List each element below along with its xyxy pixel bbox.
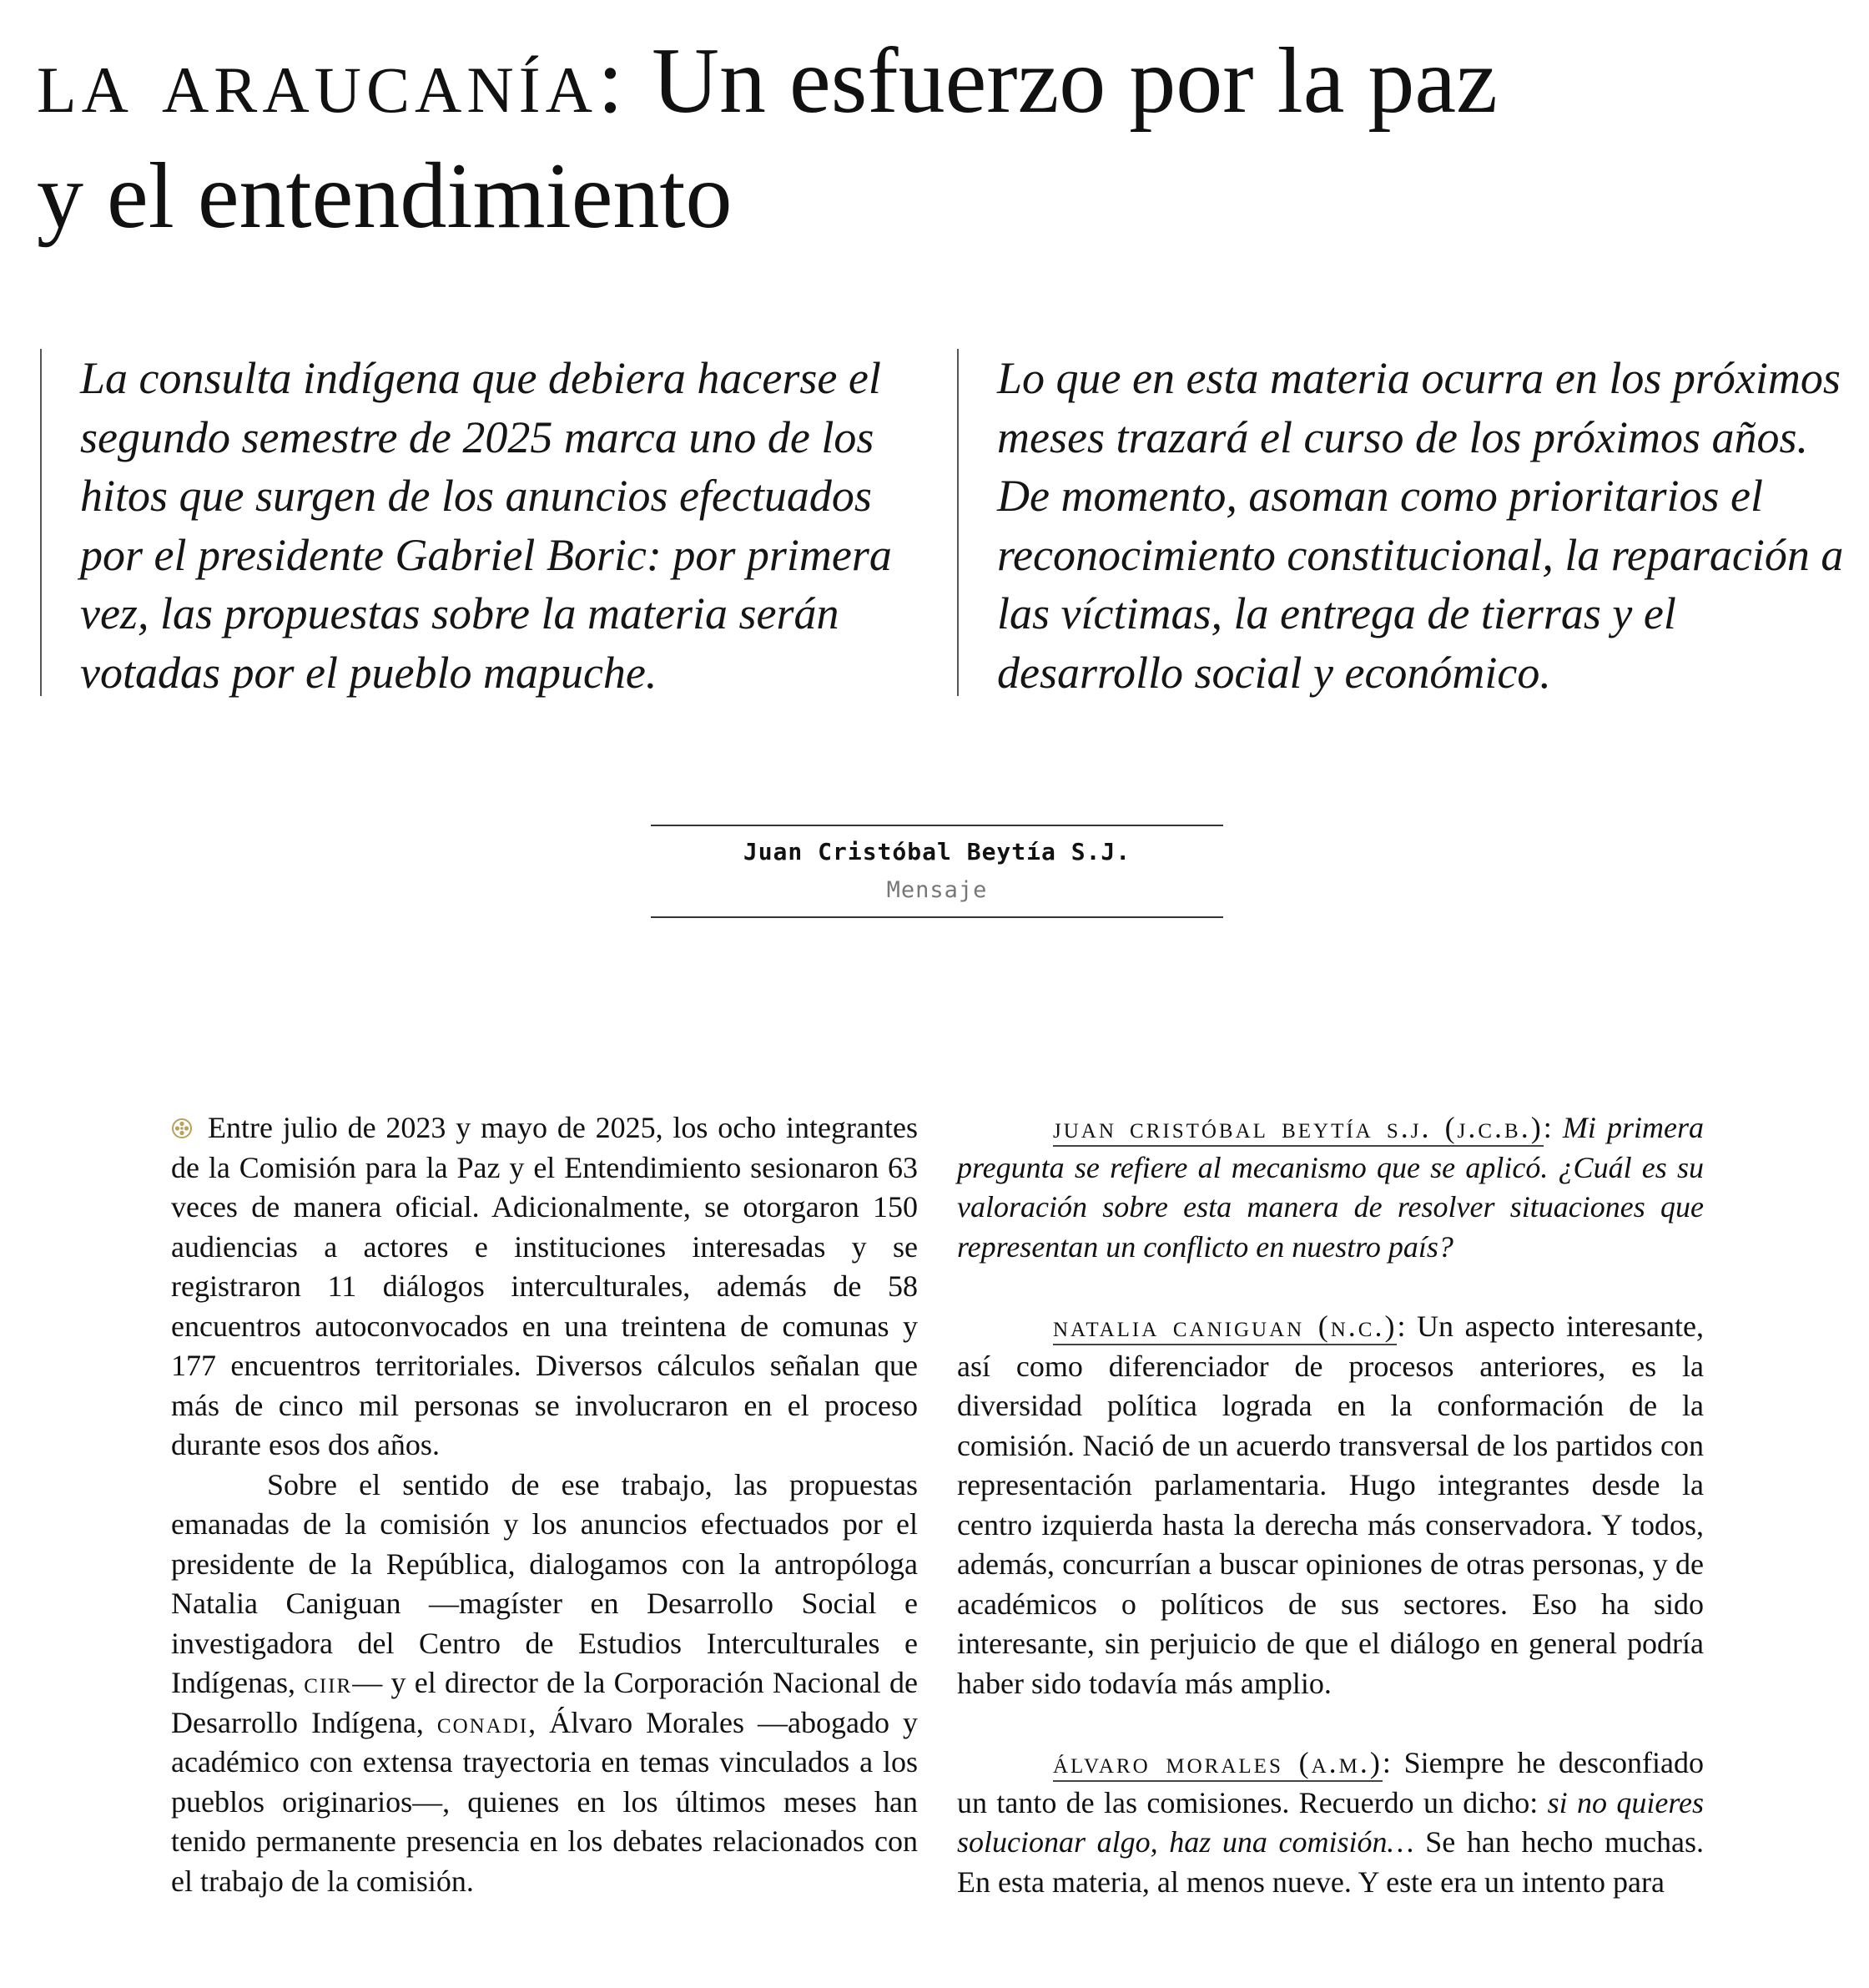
byline-author: Juan Cristóbal Beytía S.J.: [743, 838, 1131, 865]
interview-question-1: juan cristóbal beytía s.j. (j.c.b.): Mi primera pregunta se refiere al mecanismo que se aplicó. ¿Cuál es su valoración sobre esta manera de resolver situaciones que representan un conflicto en nuestro país?: [957, 1111, 1704, 1264]
body-column-left: [171, 1108, 918, 1901]
question-1-text: Mi primera pregunta se refiere al mecanismo que se aplicó. ¿Cuál es su valoración sobre esta manera de resolver situaciones que representan un conflicto en nuestro país?: [957, 1111, 1704, 1264]
article-headline: [37, 23, 1822, 254]
body-paragraph-2: [171, 1466, 918, 1902]
body-paragraph-2-text-a: Sobre el sentido de ese trabajo, las propuestas emanadas de la comisión y los anuncios efectuados por el presidente de la República, dialogamos con la antropóloga Natalia Caniguan —magíster en Desarrollo Social e investigadora del Centro de Estudios Interculturales e Indígenas,: [171, 1467, 918, 1699]
lead-left-text: La consulta indígena que debiera hacerse el segundo semestre de 2025 marca uno de los hitos que surgen de los anuncios efectuados por el presidente Gabriel Boric: por primera vez, las propuestas sobre la materia serán votadas por el pueblo mapuche.: [80, 353, 892, 698]
headline-title-line1: Un esfuerzo por la paz: [628, 29, 1498, 133]
headline-kicker: la araucanía:: [37, 29, 629, 133]
interview-answer-am: álvaro morales (a.m.): Siempre he desconfiado un tanto de las comisiones. Recuerdo un dicho: si no quieres solucionar algo, haz una comisión… Se han hecho muchas. En esta materia, al menos nueve. Y este era un intento para: [957, 1746, 1705, 1899]
speaker-nc: natalia caniguan (n.c.): [1053, 1309, 1397, 1345]
headline-title-line2: y el entendimiento: [37, 144, 733, 248]
body-paragraph-1: [171, 1108, 918, 1466]
speaker-jcb: juan cristóbal beytía s.j. (j.c.b.): [1053, 1111, 1544, 1147]
answer-nc-text: Un aspecto interesante, así como diferenciador de procesos anteriores, es la diversidad política lograda en la conformación de la comisión. Nació de un acuerdo transversal de los partidos con representación parlamentaria. Hugo integrantes desde la centro izquierda hasta la derecha más conservadora. Y todos, además, concurrían a buscar opiniones de otras personas, y de académicos o políticos de sus sectores. Eso ha sido interesante, sin perjuicio de que el diálogo en general podría haber sido todavía más amplio.: [957, 1309, 1704, 1700]
acronym-conadi: conadi: [436, 1705, 529, 1739]
byline-box: [651, 825, 1223, 918]
body-paragraph-2-text-b: — y el director de la Corporación Nacional de Desarrollo Indígena,: [171, 1666, 918, 1739]
answer-am-text-b: Se han hecho muchas. En esta materia, al menos nueve. Y este era un intento para: [957, 1825, 1705, 1899]
byline-section: Mensaje: [886, 877, 988, 903]
body-paragraph-1-text: Entre julio de 2023 y mayo de 2025, los ocho integrantes de la Comisión para la Paz y el Entendimiento sesionaron 63 veces de manera oficial. Adicionalmente, se otorgaron 150 audiencias a actores e instituciones interesadas y se registraron 11 diálogos interculturales, además de 58 encuentros autoconvocados en una treintena de comunas y 177 encuentros territoriales. Diversos cálculos señalan que más de cinco mil personas se involucraron en el proceso durante esos dos años.: [171, 1111, 918, 1461]
body-paragraph-2-text-c: , Álvaro Morales —abogado y académico con extensa trayectoria en temas vinculados a los pueblos originarios—, quienes en los últimos meses han tenido permanente presencia en los debates relacionados con el trabajo de la comisión.: [171, 1705, 918, 1898]
answer-am-quote: si no quieres solucionar algo, haz una comisión…: [957, 1785, 1704, 1859]
interview-answer-nc: natalia caniguan (n.c.): Un aspecto interesante, así como diferenciador de procesos anteriores, es la diversidad política lograda en la conformación de la comisión. Nació de un acuerdo transversal de los partidos con representación parlamentaria. Hugo integrantes desde la centro izquierda hasta la derecha más conservadora. Y todos, además, concurrían a buscar opiniones de otras personas, y de académicos o políticos de sus sectores. Eso ha sido interesante, sin perjuicio de que el diálogo en general podría haber sido todavía más amplio.: [957, 1309, 1704, 1700]
answer-am-text-a: Siempre he desconfiado un tanto de las comisiones. Recuerdo un dicho:: [957, 1746, 1704, 1819]
lead-right: [957, 349, 1869, 696]
speaker-am: álvaro morales (a.m.): [1053, 1746, 1383, 1782]
flower-icon: [171, 1110, 193, 1132]
body-column-right: [957, 1108, 1704, 1902]
lead-left: [40, 349, 908, 696]
acronym-ciir: ciir: [304, 1666, 353, 1699]
lead-right-text: Lo que en esta materia ocurra en los próximos meses trazará el curso de los próximos años. De momento, asoman como prioritarios el reconocimiento constitucional, la reparación a las víctimas, la entrega de tierras y el desarrollo social y económico.: [997, 353, 1844, 698]
